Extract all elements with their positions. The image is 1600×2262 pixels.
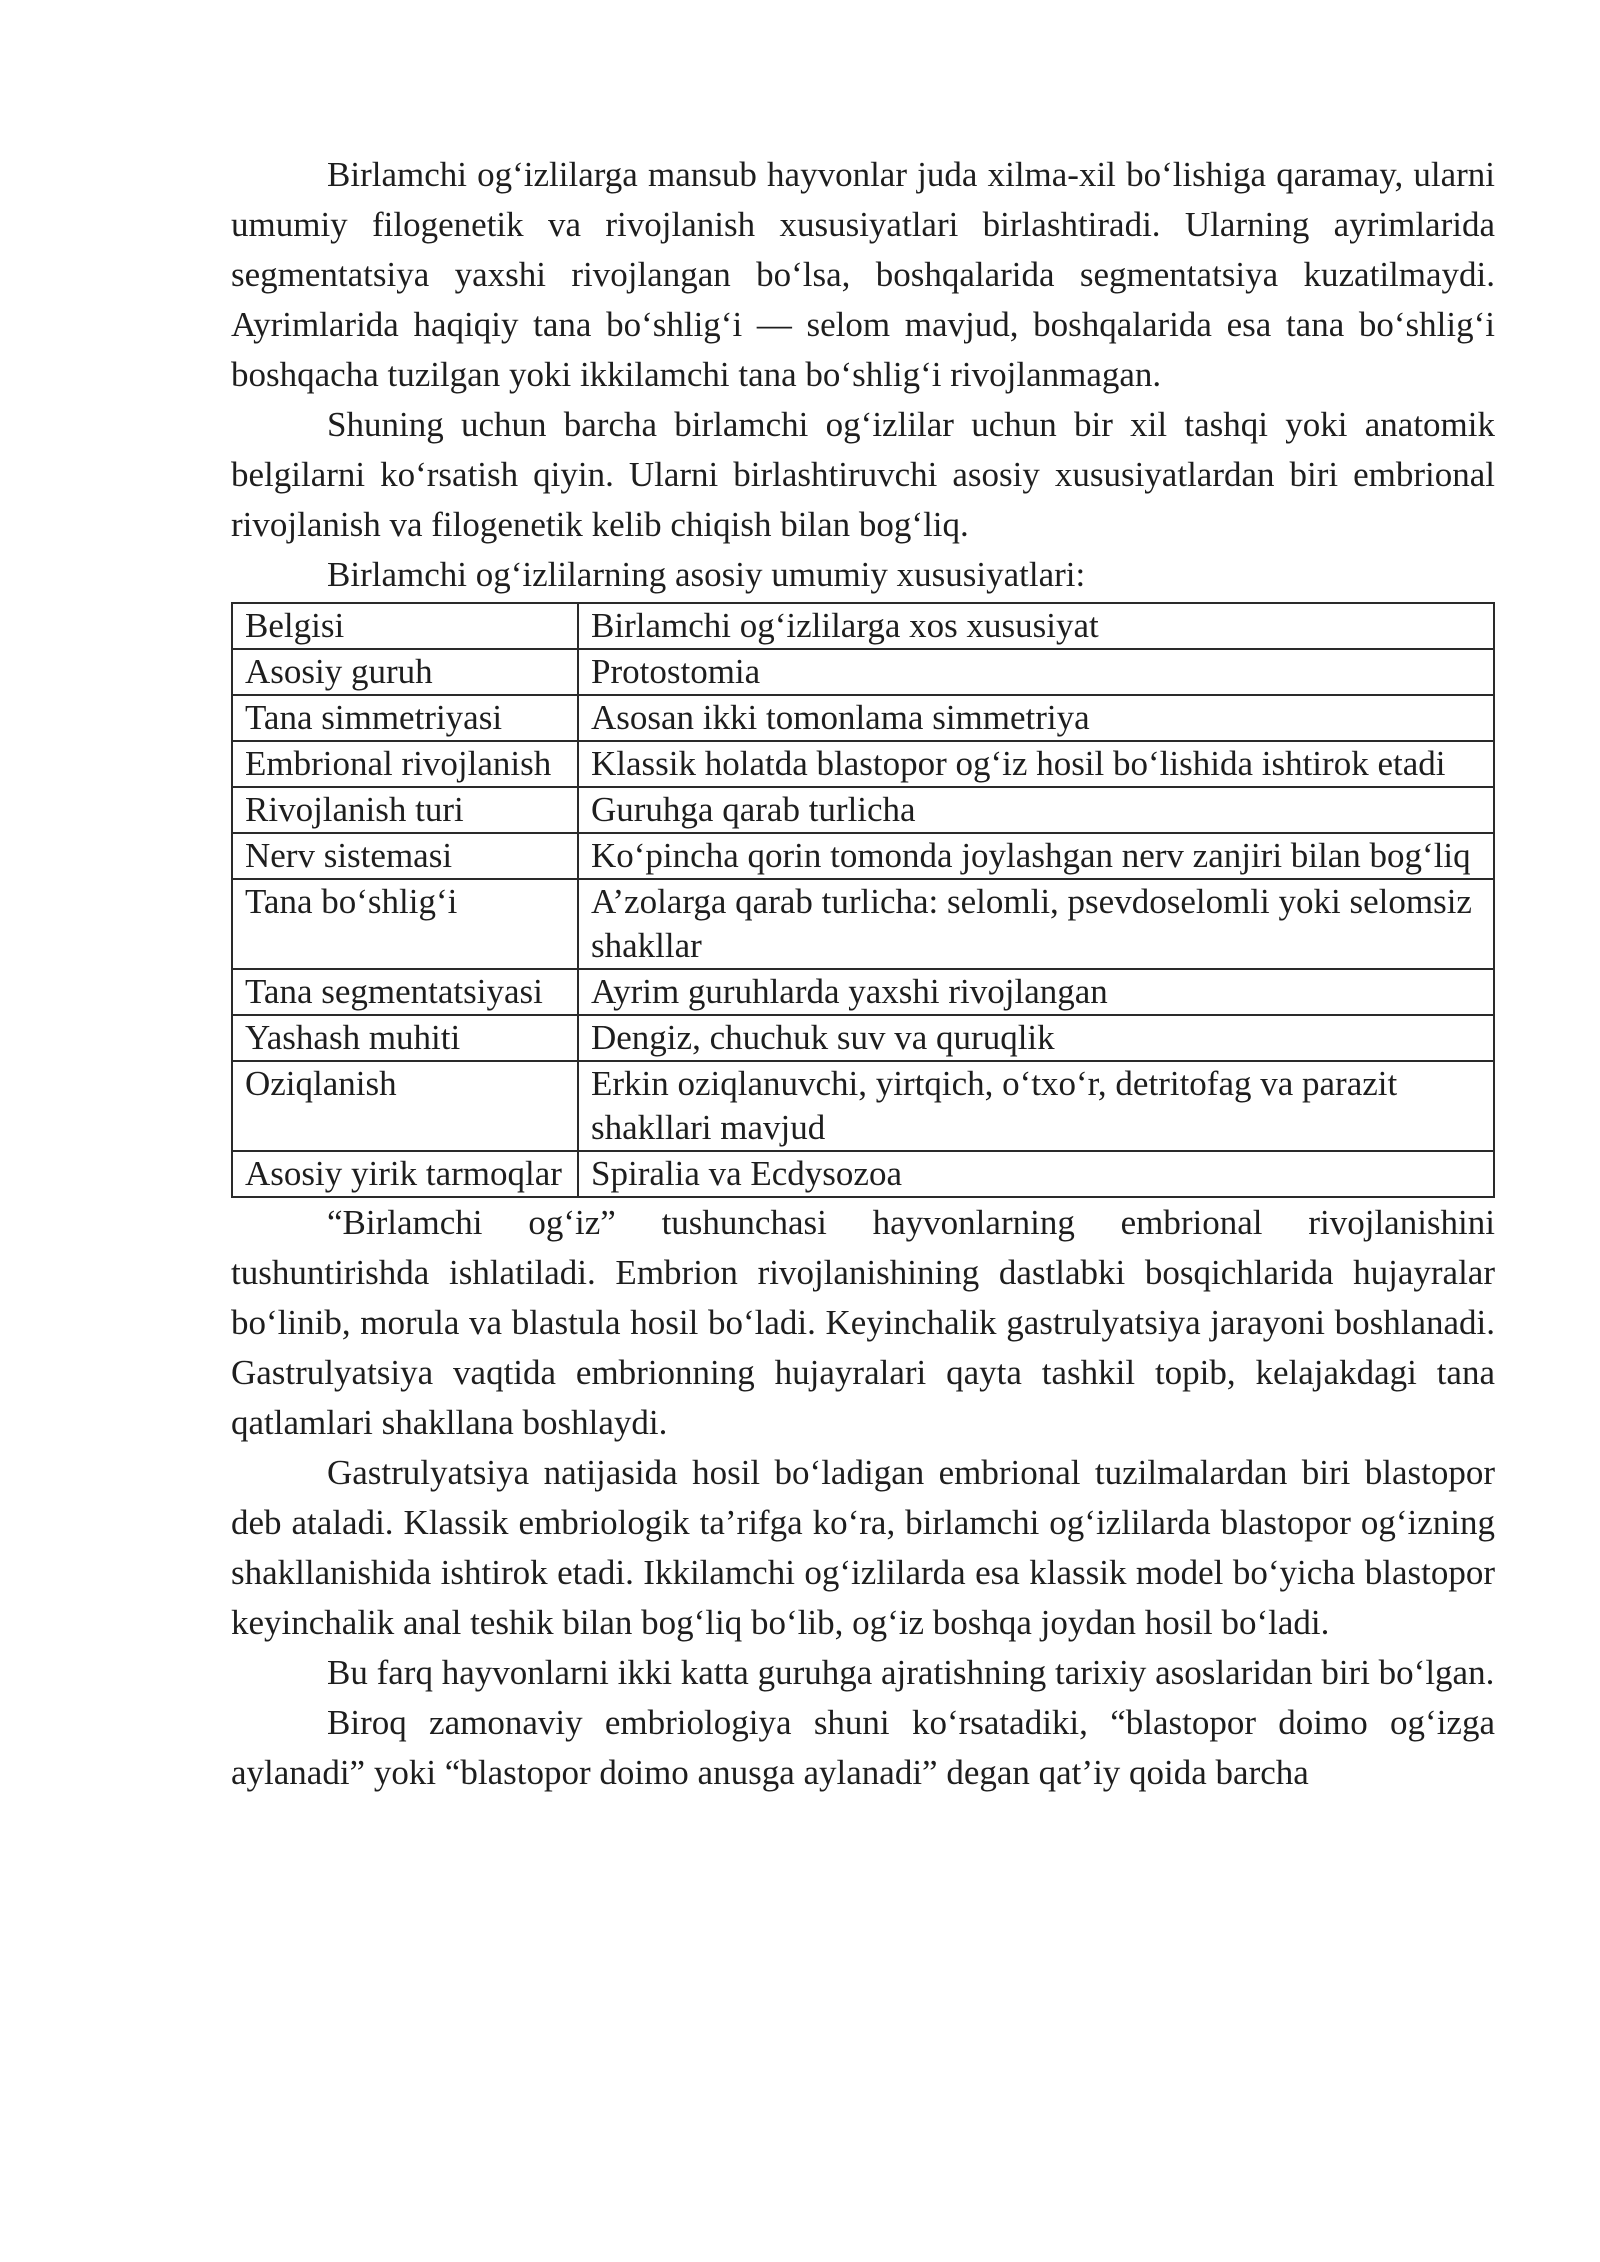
table-cell-description: Protostomia bbox=[578, 649, 1494, 695]
table-cell-description: Spiralia va Ecdysozoa bbox=[578, 1151, 1494, 1197]
paragraph-5: Bu farq hayvonlarni ikki katta guruhga ajratishning tarixiy asoslaridan biri bo‘lgan. bbox=[327, 1653, 1495, 1692]
table-row bbox=[232, 1151, 1494, 1197]
table-cell-feature: Oziqlanish bbox=[232, 1061, 578, 1151]
table-cell-description: Asosan ikki tomonlama simmetriya bbox=[578, 695, 1494, 741]
table-cell-feature: Rivojlanish turi bbox=[232, 787, 578, 833]
table-cell-feature: Nerv sistemasi bbox=[232, 833, 578, 879]
table-row bbox=[232, 741, 1494, 787]
paragraph-2: Shuning uchun barcha birlamchi og‘izlilar uchun bir xil tashqi yoki anatomik belgilarni ko‘rsatish qiyin. Ularni birlashtiruvchi asosiy xususiyatlardan biri embrional rivojlanish va filogenetik kelib chiqish bilan bog‘liq. bbox=[231, 405, 1495, 544]
table-cell-feature: Asosiy yirik tarmoqlar bbox=[232, 1151, 578, 1197]
paragraph-3: “Birlamchi og‘iz” tushunchasi hayvonlarning embrional rivojlanishini tushuntirishda ishlatiladi. Embrion rivojlanishining dastlabki bosqichlarida hujayralar bo‘linib, morula va blastula hosil bo‘ladi. Keyinchalik gastrulyatsiya jarayoni boshlanadi. Gastrulyatsiya vaqtida embrionning hujayralari qayta tashkil topib, kelajakdagi tana qatlamlari shakllana boshlaydi. bbox=[231, 1203, 1495, 1442]
document-page bbox=[231, 150, 1495, 1798]
table-row bbox=[232, 787, 1494, 833]
paragraph-6: Biroq zamonaviy embriologiya shuni ko‘rsatadiki, “blastopor doimo og‘izga aylanadi” yoki “blastopor doimo anusga aylanadi” degan qat’iy qoida barcha bbox=[231, 1703, 1495, 1792]
paragraph-1: Birlamchi og‘izlilarga mansub hayvonlar juda xilma-xil bo‘lishiga qaramay, ularni umumiy filogenetik va rivojlanish xususiyatlari birlashtiradi. Ularning ayrimlarida segmentatsiya yaxshi rivojlangan bo‘lsa, boshqalarida segmentatsiya kuzatilmaydi. Ayrimlarida haqiqiy tana bo‘shlig‘i — selom mavjud, boshqalarida esa tana bo‘shlig‘i boshqacha tuzilgan yoki ikkilamchi tana bo‘shlig‘i rivojlanmagan. bbox=[231, 155, 1495, 394]
table-row bbox=[232, 1015, 1494, 1061]
table-cell-description: Guruhga qarab turlicha bbox=[578, 787, 1494, 833]
table-cell-feature: Embrional rivojlanish bbox=[232, 741, 578, 787]
table-cell-feature: Yashash muhiti bbox=[232, 1015, 578, 1061]
table-cell-feature: Tana bo‘shlig‘i bbox=[232, 879, 578, 969]
table-cell-feature: Tana simmetriyasi bbox=[232, 695, 578, 741]
table-cell-feature: Asosiy guruh bbox=[232, 649, 578, 695]
table-cell-description: Erkin oziqlanuvchi, yirtqich, o‘txo‘r, detritofag va parazit shakllari mavjud bbox=[578, 1061, 1494, 1151]
table-row bbox=[232, 969, 1494, 1015]
table-cell-description: Ko‘pincha qorin tomonda joylashgan nerv zanjiri bilan bog‘liq bbox=[578, 833, 1494, 879]
table-header-cell: Belgisi bbox=[232, 603, 578, 649]
table-row bbox=[232, 695, 1494, 741]
table-row bbox=[232, 833, 1494, 879]
table-cell-description: Ayrim guruhlarda yaxshi rivojlangan bbox=[578, 969, 1494, 1015]
table-cell-description: Dengiz, chuchuk suv va quruqlik bbox=[578, 1015, 1494, 1061]
table-cell-feature: Tana segmentatsiyasi bbox=[232, 969, 578, 1015]
table-header-cell: Birlamchi og‘izlilarga xos xususiyat bbox=[578, 603, 1494, 649]
table-cell-description: Klassik holatda blastopor og‘iz hosil bo‘lishida ishtirok etadi bbox=[578, 741, 1494, 787]
table-row bbox=[232, 1061, 1494, 1151]
features-table bbox=[231, 602, 1495, 1198]
table-row bbox=[232, 649, 1494, 695]
table-cell-description: A’zolarga qarab turlicha: selomli, psevdoselomli yoki selomsiz shakllar bbox=[578, 879, 1494, 969]
table-header-row bbox=[232, 603, 1494, 649]
paragraph-4: Gastrulyatsiya natijasida hosil bo‘ladigan embrional tuzilmalardan biri blastopor deb ataladi. Klassik embriologik ta’rifga ko‘ra, birlamchi og‘izlilarda blastopor og‘izning shakllanishida ishtirok etadi. Ikkilamchi og‘izlilarda esa klassik model bo‘yicha blastopor keyinchalik anal teshik bilan bog‘liq bo‘lib, og‘iz boshqa joydan hosil bo‘ladi. bbox=[231, 1453, 1495, 1642]
table-caption: Birlamchi og‘izlilarning asosiy umumiy xususiyatlari: bbox=[327, 555, 1086, 594]
table-row bbox=[232, 879, 1494, 969]
